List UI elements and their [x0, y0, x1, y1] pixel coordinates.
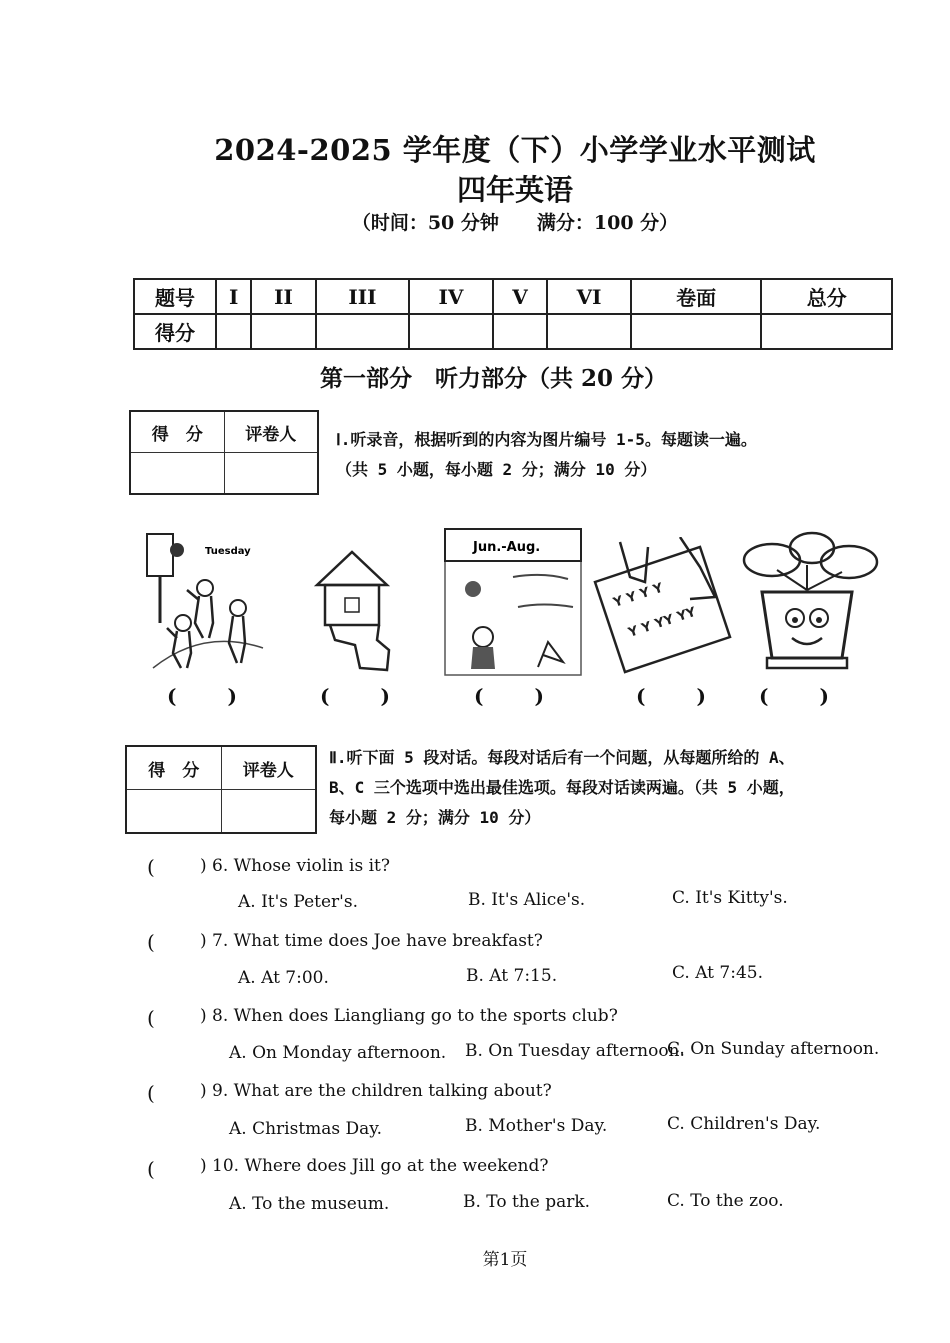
question-8: ) 8. When does Liangliang go to the sports club? — [200, 1006, 618, 1026]
answer-paren[interactable]: ( — [147, 1157, 155, 1181]
score-header-cell: IV — [409, 279, 493, 314]
grader-score-cell[interactable] — [126, 790, 221, 834]
grader-box-2 — [125, 745, 317, 834]
month-caption: Jun.-Aug. — [473, 540, 541, 555]
question-9: ) 9. What are the children talking about? — [200, 1081, 552, 1101]
score-header-cell: II — [251, 279, 315, 314]
potted-plant-picture — [737, 530, 882, 675]
score-cell[interactable] — [761, 314, 892, 349]
grader-reviewer-cell[interactable] — [221, 790, 316, 834]
page-number: 第1页 — [482, 1250, 528, 1270]
score-table — [133, 278, 893, 350]
score-cell[interactable] — [251, 314, 315, 349]
option-a: A. To the museum. — [229, 1194, 390, 1214]
answer-slot-5[interactable]: ( ) — [759, 684, 829, 708]
section1-line: Ⅰ.听录音，根据听到的内容为图片编号 1-5。每题读一遍。 — [336, 430, 757, 449]
score-cell[interactable] — [631, 314, 762, 349]
grader-reviewer-label: 评卷人 — [221, 746, 316, 790]
grader-score-cell[interactable] — [130, 453, 224, 495]
svg-text:Y Y Y Y: Y Y Y Y — [611, 580, 665, 611]
score-cell[interactable] — [547, 314, 631, 349]
score-table-header-row — [134, 279, 892, 314]
score-cell[interactable] — [409, 314, 493, 349]
score-header-cell: 题号 — [134, 279, 216, 314]
option-c: C. To the zoo. — [667, 1191, 784, 1211]
option-b: B. On Tuesday afternoon. — [465, 1041, 685, 1061]
answer-slot-4[interactable]: ( ) — [636, 684, 706, 708]
answer-paren[interactable]: ( — [147, 1081, 155, 1105]
grader-reviewer-label: 评卷人 — [224, 411, 318, 453]
option-b: B. It's Alice's. — [468, 890, 586, 910]
house-picture — [305, 540, 400, 676]
option-a: A. Christmas Day. — [229, 1119, 383, 1139]
part1-title: 第一部分 听力部分（共 20 分） — [320, 365, 668, 392]
writing-picture — [590, 537, 735, 677]
option-c: C. At 7:45. — [672, 963, 764, 983]
score-header-cell: III — [316, 279, 410, 314]
option-b: B. Mother's Day. — [465, 1116, 608, 1136]
score-header-cell: I — [216, 279, 251, 314]
option-a: A. On Monday afternoon. — [229, 1043, 447, 1063]
answer-slot-1[interactable]: ( ) — [167, 684, 237, 708]
question-7: ) 7. What time does Joe have breakfast? — [200, 931, 543, 951]
answer-paren[interactable]: ( — [147, 855, 155, 879]
grader-score-label: 得 分 — [126, 746, 221, 790]
score-header-cell: 总分 — [761, 279, 892, 314]
exam-meta: （时间：50 分钟 满分：100 分） — [351, 212, 679, 234]
answer-slot-3[interactable]: ( ) — [474, 684, 544, 708]
score-header-cell: 卷面 — [631, 279, 762, 314]
exam-title: 2024-2025 学年度（下）小学学业水平测试 — [214, 133, 816, 167]
grader-box-1 — [129, 410, 319, 495]
tuesday-caption: Tuesday — [205, 546, 251, 557]
section1-instructions — [336, 425, 896, 485]
option-b: B. At 7:15. — [466, 966, 558, 986]
section2-line: B、C 三个选项中选出最佳选项。每段对话读两遍。（共 5 小题， — [329, 778, 795, 797]
exam-subject: 四年英语 — [456, 173, 573, 207]
answer-paren[interactable]: ( — [147, 1006, 155, 1030]
option-a: A. It's Peter's. — [238, 892, 358, 912]
score-cell[interactable] — [493, 314, 548, 349]
section1-line: （共 5 小题，每小题 2 分；满分 10 分） — [336, 460, 657, 479]
score-row-label: 得分 — [134, 314, 216, 349]
score-table-value-row — [134, 314, 892, 349]
option-c: C. It's Kitty's. — [672, 888, 788, 908]
answer-paren[interactable]: ( — [147, 930, 155, 954]
option-c: C. On Sunday afternoon. — [667, 1039, 880, 1059]
grader-score-label: 得 分 — [130, 411, 224, 453]
option-b: B. To the park. — [463, 1192, 591, 1212]
score-header-cell: VI — [547, 279, 631, 314]
option-c: C. Children's Day. — [667, 1114, 821, 1134]
question-6: ) 6. Whose violin is it? — [200, 856, 390, 876]
grader-reviewer-cell[interactable] — [224, 453, 318, 495]
score-cell[interactable] — [316, 314, 410, 349]
svg-text:Y Y YY YY: Y Y YY YY — [626, 604, 698, 641]
answer-slot-2[interactable]: ( ) — [320, 684, 390, 708]
question-10: ) 10. Where does Jill go at the weekend? — [200, 1156, 549, 1176]
option-a: A. At 7:00. — [238, 968, 329, 988]
score-cell[interactable] — [216, 314, 251, 349]
section2-instructions — [329, 743, 874, 833]
basketball-court-picture — [133, 528, 268, 676]
summer-picture — [443, 527, 583, 677]
score-header-cell: V — [493, 279, 548, 314]
section2-line: Ⅱ.听下面 5 段对话。每段对话后有一个问题，从每题所给的 A、 — [329, 748, 795, 767]
section2-line: 每小题 2 分；满分 10 分） — [329, 808, 541, 827]
